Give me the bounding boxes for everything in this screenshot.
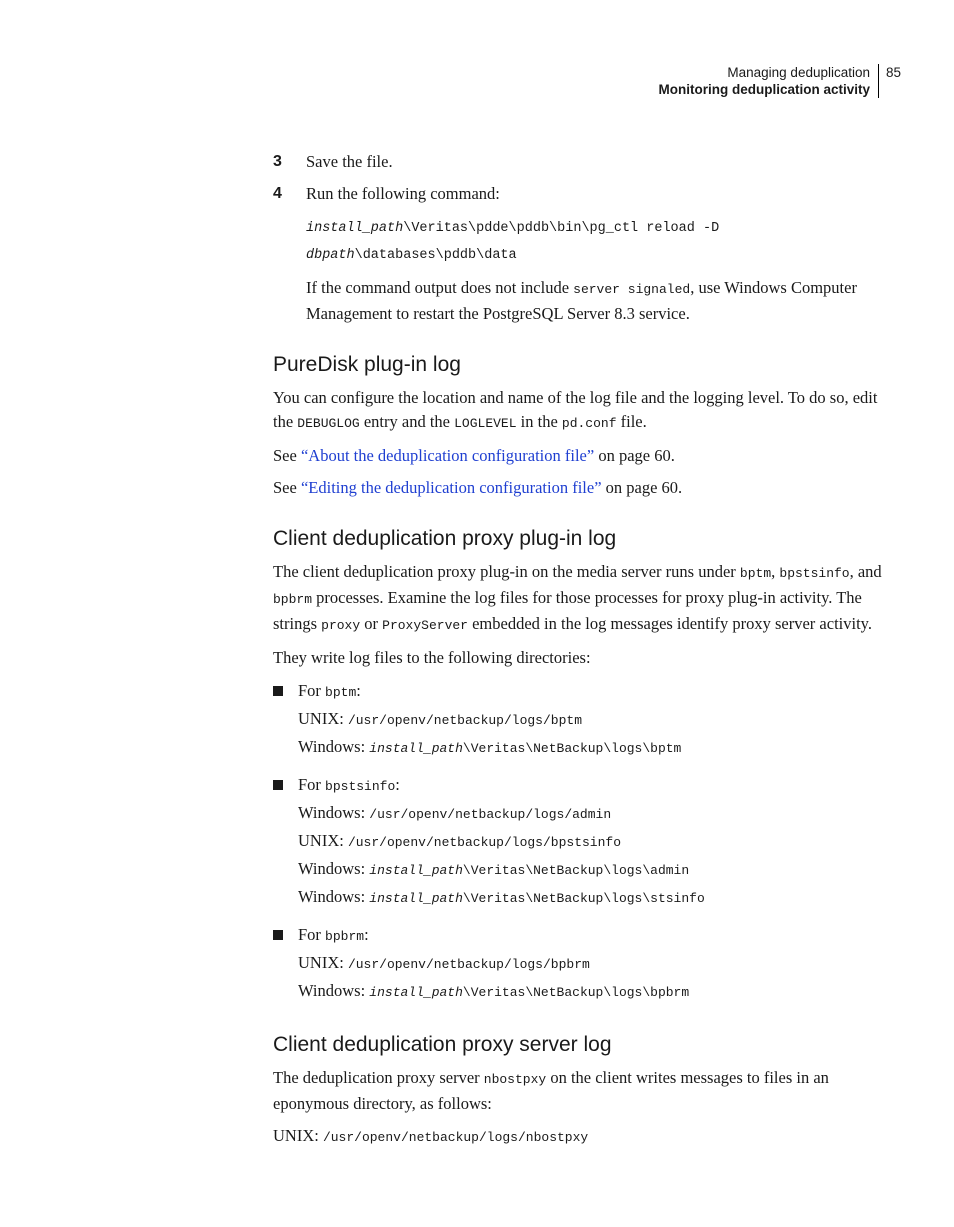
see-reference: See “About the deduplication configuration file” on page 60. bbox=[273, 446, 675, 465]
step-number: 3 bbox=[273, 153, 282, 170]
inline-code: bpbrm bbox=[325, 929, 365, 944]
inline-code: DEBUGLOG bbox=[297, 416, 360, 431]
code-text: \databases\pddb\data bbox=[354, 248, 517, 263]
section-heading-proxy-server: Client deduplication proxy server log bbox=[273, 1033, 612, 1056]
code-text: \Veritas\pdde\pddb\bin\pg_ctl reload -D bbox=[403, 221, 720, 236]
page-body bbox=[273, 150, 893, 1158]
list-item-bpbrm: For bpbrm: UNIX: /usr/openv/netbackup/logs/bpbrm Windows: install_path\Veritas\NetBackup\logs\bpbrm bbox=[273, 922, 893, 1006]
path-text: /usr/openv/netbackup/logs/bpstsinfo bbox=[347, 835, 621, 850]
step-3 bbox=[273, 150, 893, 174]
code-var: dbpath bbox=[306, 248, 355, 263]
code-var: install_path bbox=[369, 863, 463, 878]
inline-code: LOGLEVEL bbox=[454, 416, 517, 431]
inline-code: bpstsinfo bbox=[779, 566, 850, 581]
inline-code: proxy bbox=[321, 618, 361, 633]
proxy-server-paragraph: The deduplication proxy server nbostpxy on the client writes messages to files in an eponymous directory, as follows: bbox=[273, 1068, 829, 1113]
code-var: install_path bbox=[306, 221, 404, 236]
step-text: Save the file. bbox=[306, 152, 393, 171]
proxy-plugin-paragraph: The client deduplication proxy plug-in on the media server runs under bptm, bpstsinfo, and bpbrm processes. Examine the log files for those processes for proxy plug-in activity. The strings proxy or ProxyServer embedded in the log messages identify proxy server activity. bbox=[273, 562, 882, 633]
path-text: /usr/openv/netbackup/logs/nbostpxy bbox=[322, 1130, 589, 1145]
inline-code: bpbrm bbox=[273, 592, 313, 607]
inline-code: nbostpxy bbox=[483, 1072, 547, 1087]
output-note: If the command output does not include server signaled, use Windows Computer Management to restart the PostgreSQL Server 8.3 service. bbox=[306, 278, 857, 323]
path-text: /usr/openv/netbackup/logs/bptm bbox=[347, 713, 582, 728]
section-heading-proxy-plugin: Client deduplication proxy plug-in log bbox=[273, 527, 617, 550]
path-text: \Veritas\NetBackup\logs\bpbrm bbox=[462, 985, 690, 1000]
path-text: \Veritas\NetBackup\logs\bptm bbox=[462, 741, 682, 756]
code-var: install_path bbox=[369, 985, 463, 1000]
code-var: install_path bbox=[369, 891, 463, 906]
path-text: /usr/openv/netbackup/logs/bpbrm bbox=[347, 957, 590, 972]
bullet-square bbox=[273, 686, 283, 696]
section-heading-puredisk: PureDisk plug-in log bbox=[273, 353, 461, 376]
unix-path-line: UNIX: /usr/openv/netbackup/logs/nbostpxy bbox=[273, 1126, 589, 1145]
cross-reference-link[interactable]: “Editing the deduplication configuration file” bbox=[300, 478, 602, 497]
section-title: Monitoring deduplication activity bbox=[658, 82, 870, 97]
path-text: \Veritas\NetBackup\logs\stsinfo bbox=[462, 891, 705, 906]
inline-code: bptm bbox=[739, 566, 772, 581]
step-text: Run the following command: bbox=[306, 184, 500, 203]
path-text: /usr/openv/netbackup/logs/admin bbox=[369, 807, 612, 822]
list-item-bptm: For bptm: UNIX: /usr/openv/netbackup/logs/bptm Windows: install_path\Veritas\NetBackup\logs\bptm bbox=[273, 678, 893, 762]
list-item-bpstsinfo: For bpstsinfo: Windows: /usr/openv/netbackup/logs/admin UNIX: /usr/openv/netbackup/logs/bpstsinfo Windows: install_path\Veritas\NetBackup\logs\admin Windows: install_path\Veritas\NetBackup\logs\stsinfo bbox=[273, 772, 893, 912]
see-reference: See “Editing the deduplication configuration file” on page 60. bbox=[273, 478, 683, 497]
running-header bbox=[658, 64, 879, 98]
cross-reference-link[interactable]: “About the deduplication configuration file” bbox=[300, 446, 595, 465]
path-text: \Veritas\NetBackup\logs\admin bbox=[462, 863, 690, 878]
puredisk-paragraph: You can configure the location and name of the log file and the logging level. To do so, edit the DEBUGLOG entry and the LOGLEVEL in the pd.conf file. bbox=[273, 388, 878, 431]
command-block bbox=[306, 214, 893, 268]
inline-code: pd.conf bbox=[561, 416, 617, 431]
page-number: 85 bbox=[886, 65, 902, 80]
directories-intro: They write log files to the following directories: bbox=[273, 648, 591, 667]
chapter-title: Managing deduplication bbox=[727, 65, 870, 80]
step-4 bbox=[273, 182, 893, 206]
bullet-square bbox=[273, 930, 283, 940]
inline-code: bptm bbox=[325, 685, 357, 700]
bullet-square bbox=[273, 780, 283, 790]
inline-code: bpstsinfo bbox=[325, 779, 396, 794]
inline-code: server signaled bbox=[573, 282, 691, 297]
inline-code: ProxyServer bbox=[382, 618, 468, 633]
code-var: install_path bbox=[369, 741, 463, 756]
step-number: 4 bbox=[273, 185, 282, 202]
